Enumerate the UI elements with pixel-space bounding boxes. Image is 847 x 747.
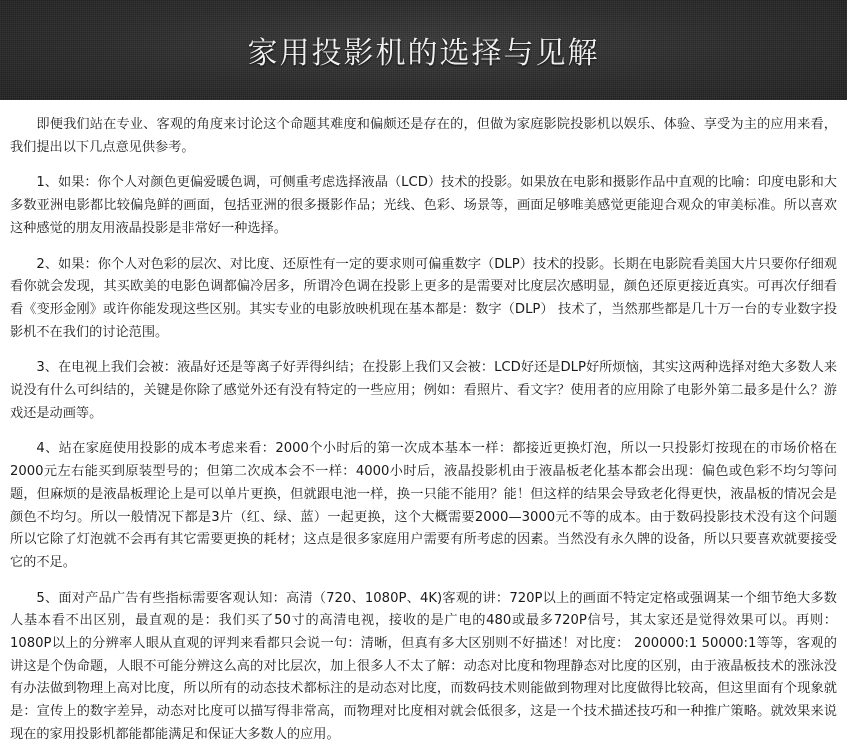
paragraph: 3、在电视上我们会被：液晶好还是等离子好弄得纠结；在投影上我们又会被：LCD好还是DLP好所烦恼，其实这两种选择对绝大多数人来说没有什么可纠结的，关键是你除了感觉外还有没有特定的一些应用；例如：看照片、看文字？使用者的应用除了电影外第二最多是什么？游戏还是动画等。 (10, 360, 837, 421)
paragraph: 5、面对产品广告有些指标需要客观认知：高清（720、1080P、4K)客观的讲：720P以上的画面不特定定格或强调某一个细节绝大多数人基本看不出区别，最直观的是：我们买了50寸的高清电视，接收的是广电的480或最多720P信号，其太家还是觉得效果可以。再则：1080P以上的分辨率人眼从直观的评判来看都只会说一句：清晰，但真有多大区别则不好描述！对比度： 200000:1 50000:1等等，客观的讲这是个伪命题，人眼不可能分辨这么高的对比层次，加上很多人不太了解：动态对比度和物理静态对比度的区别，由于液晶板技术的涨泳没有办法做到物理上高对比度，所以所有的动态技术都标注的是动态对比度，而数码技术则能做到物理对比度做得比较高，但这里面有个现象就是：宣传上的数字差异，动态对比度可以描写得非常高，而物理对比度相对就会低很多，这是一个技术描述技巧和一种推广策略。就效果来说现在的家用投影机都能都能满足和保证大多数人的应用。 (10, 590, 837, 742)
paragraph: 2、如果：你个人对色彩的层次、对比度、还原性有一定的要求则可偏重数字（DLP）技术的投影。长期在电影院看美国大片只要你仔细观看你就会发现，其买欧美的电影色调都偏冷居多，所谓冷色调在投影上更多的是需要对比度层次感明显，颜色还原更接近真实。可再次仔细看看《变形金刚》或许你能发现这些区别。其实专业的电影放映机现在基本都是：数字（DLP） 技术了，当然那些都是几十万一台的专业数字投影机不在我们的讨论范围。 (10, 256, 837, 340)
header-banner (0, 0, 847, 100)
page-title: 家用投影机的选择与见解 (247, 36, 600, 71)
paragraph: 4、站在家庭使用投影的成本考虑来看：2000个小时后的第一次成本基本一样：都接近更换灯泡，所以一只投影灯按现在的市场价格在2000元左右能买到原装型号的；但第二次成本会不一样：4000小时后，液晶投影机由于液晶板老化基本都会出现：偏色或色彩不均匀等问题，但麻烦的是液晶板理论上是可以单片更换，但就跟电池一样，换一只能不能用？能！但这样的结果会导致老化得更快，液晶板的情况会是颜色不均匀。所以一般情况下都是3片（红、绿、蓝）一起更换，这个大概需要2000—3000元不等的成本。由于数码投影技术没有这个问题所以它除了灯泡就不会再有其它需要更换的耗材；这点是很多家庭用户需要有所考虑的因素。当然没有永久牌的设备，所以只要喜欢就要接受它的不足。 (10, 441, 837, 570)
article-body (0, 100, 847, 747)
paragraph: 1、如果：你个人对颜色更偏爱暖色调，可侧重考虑选择液晶（LCD）技术的投影。如果放在电影和摄影作品中直观的比喻：印度电影和大多数亚洲电影都比较偏凫鲜的画面，包括亚洲的很多摄影作品；光线、色彩、场景等，画面足够唯美感觉更能迎合观众的审美标准。所以喜欢这种感觉的朋友用液晶投影是非常好一种选择。 (10, 175, 837, 236)
paragraph: 即便我们站在专业、客观的角度来讨论这个命题其难度和偏颇还是存在的，但做为家庭影院投影机以娱乐、体验、享受为主的应用来看，我们提出以下几点意见供参考。 (10, 117, 837, 155)
